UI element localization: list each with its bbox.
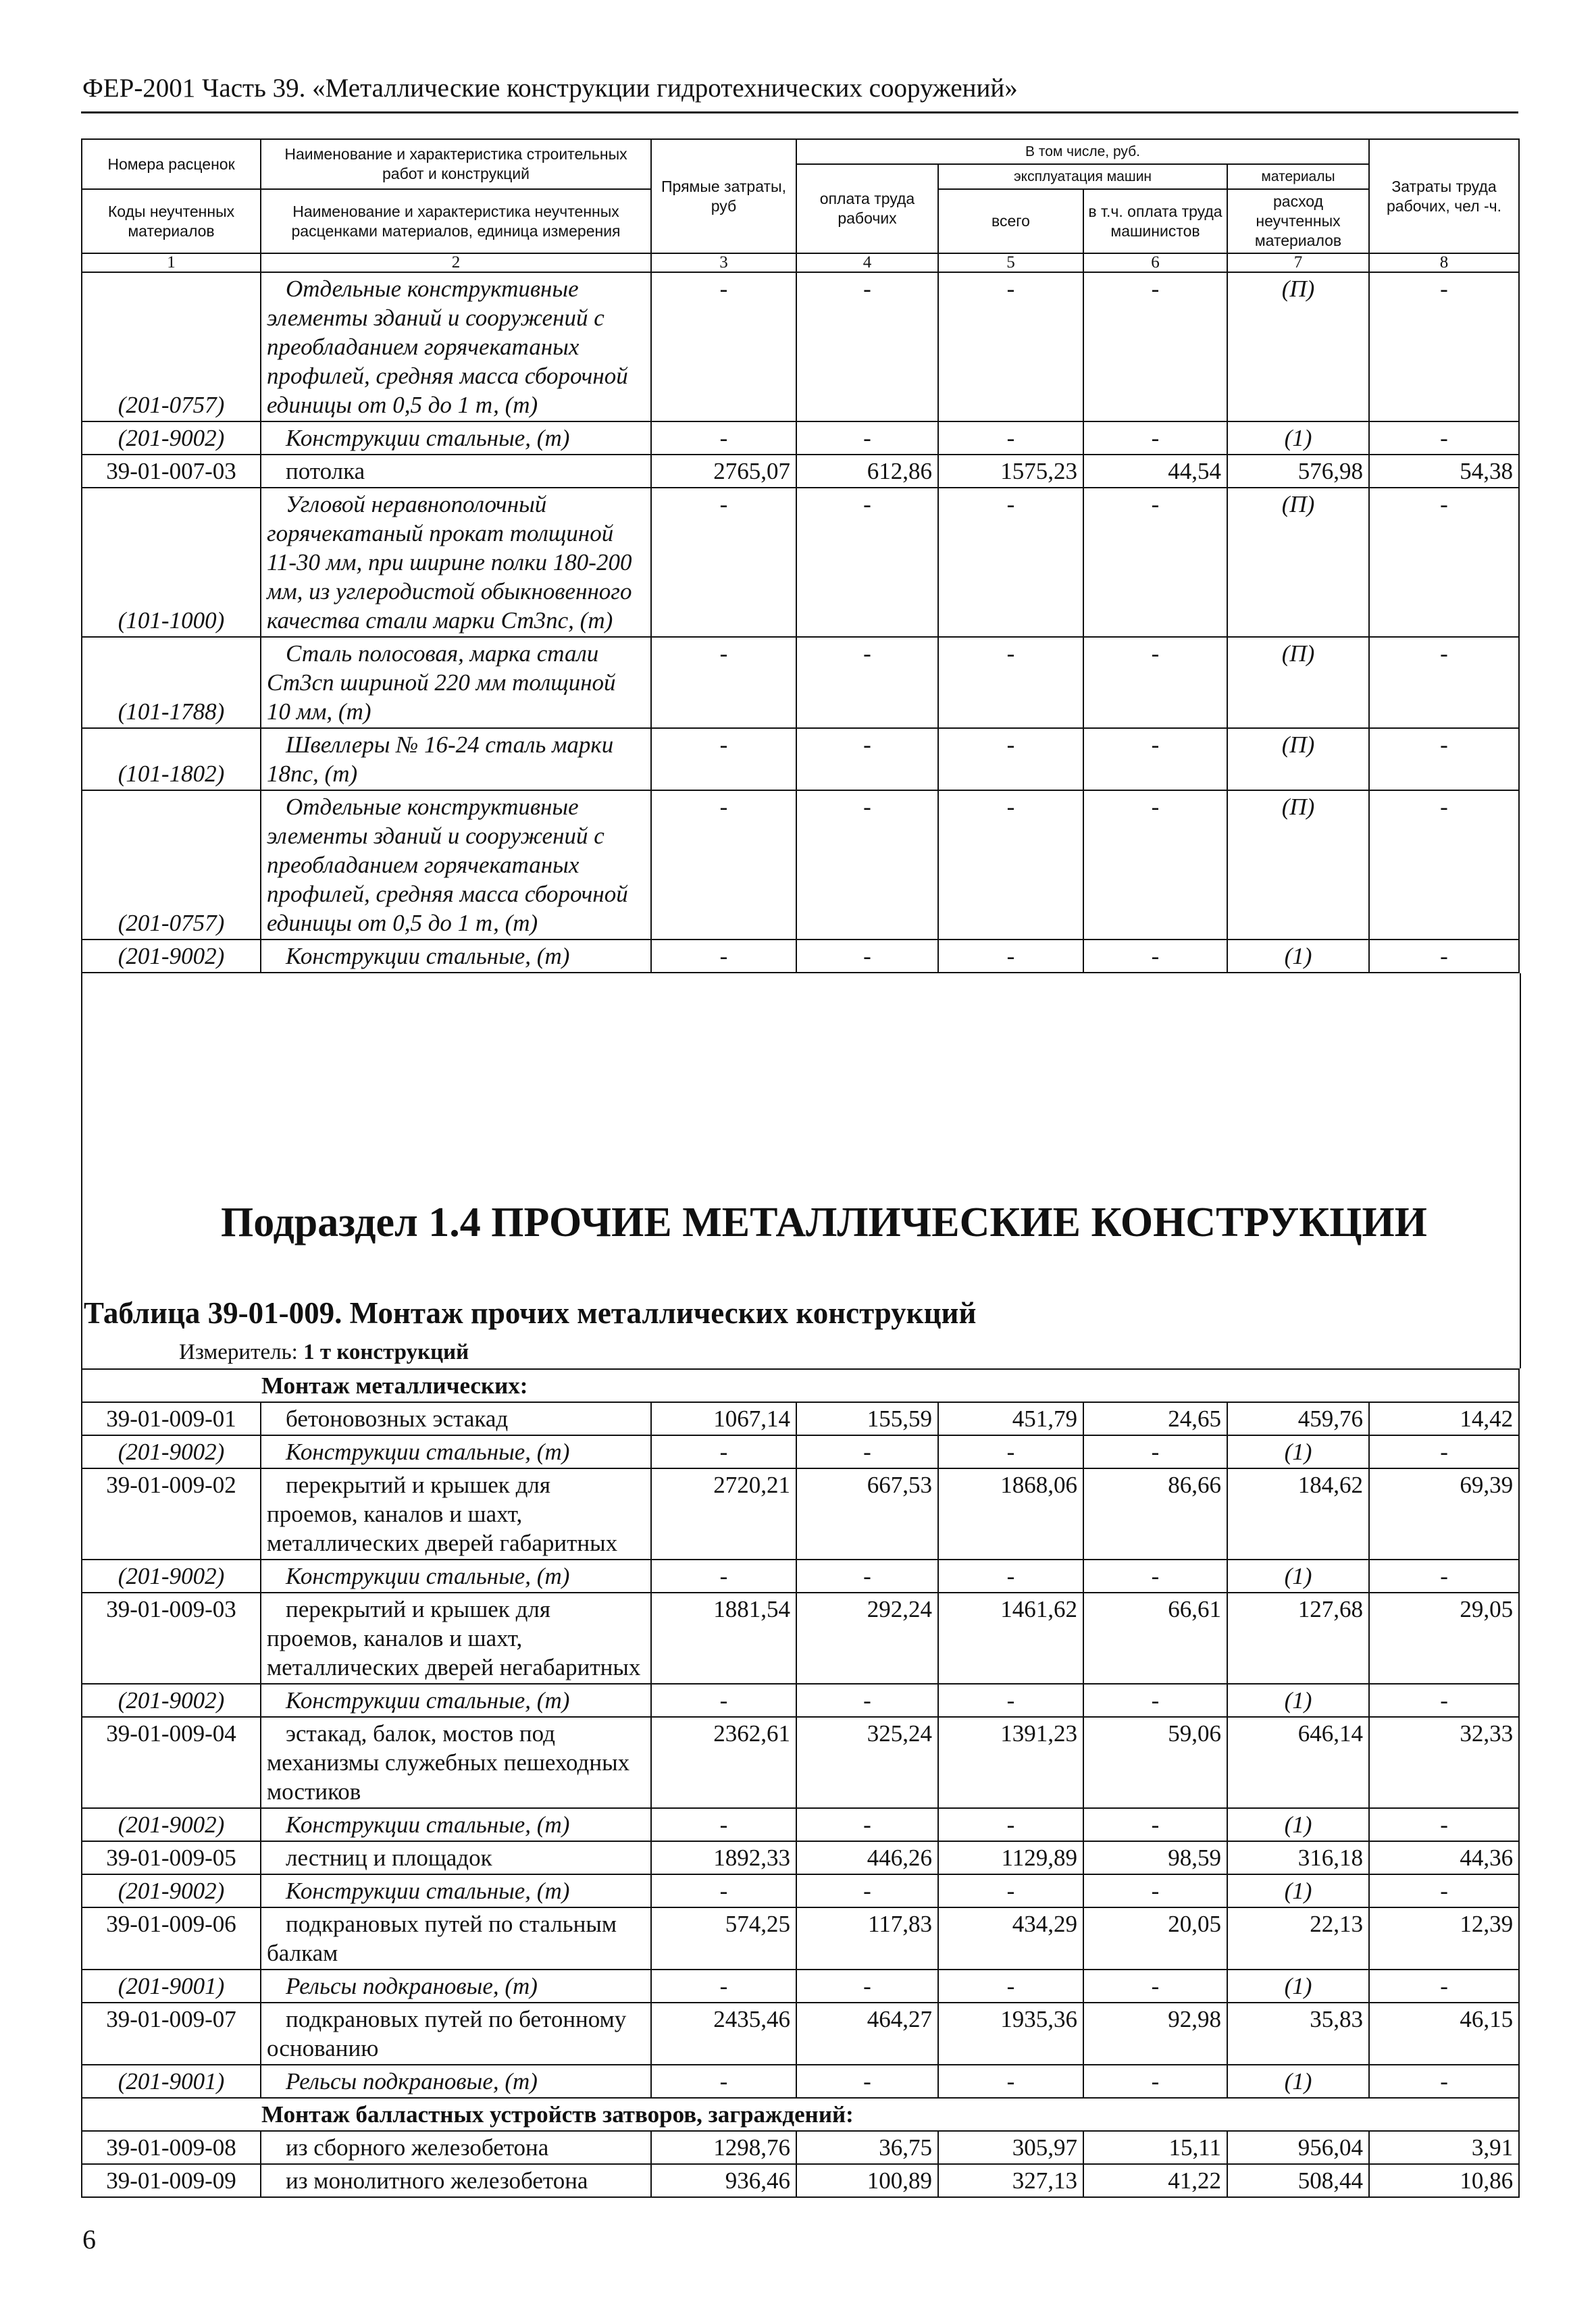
machines-total-cell: - <box>938 1874 1083 1907</box>
machines-total-cell: - <box>938 1684 1083 1717</box>
rate-row <box>82 1841 1519 1874</box>
direct-costs-cell: 574,25 <box>651 1907 796 1970</box>
col-header-wages: оплата труда рабочих <box>796 164 938 253</box>
material-row <box>82 940 1519 973</box>
wages-cell: 100,89 <box>796 2164 938 2197</box>
column-number: 1 <box>82 253 261 272</box>
material-code: (201-9002) <box>82 1684 261 1717</box>
machines-total-cell: - <box>938 1435 1083 1468</box>
material-name: Швеллеры № 16-24 сталь марки 18пс, (т) <box>261 728 651 790</box>
direct-costs-cell: 1881,54 <box>651 1593 796 1684</box>
rate-code: 39-01-009-03 <box>82 1593 261 1684</box>
machinist-wages-cell: - <box>1083 1560 1227 1593</box>
wages-cell: - <box>796 1435 938 1468</box>
rate-row <box>82 1717 1519 1808</box>
direct-costs-cell: - <box>651 1560 796 1593</box>
wages-cell: - <box>796 1808 938 1841</box>
direct-costs-cell: 2435,46 <box>651 2003 796 2065</box>
labor-cell: - <box>1369 1560 1519 1593</box>
col-header-name-materials: Наименование и характеристика неучтенных расценками материалов, единица измерения <box>261 189 651 253</box>
machinist-wages-cell: - <box>1083 421 1227 455</box>
machines-total-cell: - <box>938 421 1083 455</box>
material-row <box>82 1808 1519 1841</box>
labor-cell: - <box>1369 1684 1519 1717</box>
direct-costs-cell: 1067,14 <box>651 1402 796 1435</box>
machines-total-cell: - <box>938 790 1083 940</box>
wages-cell: 36,75 <box>796 2131 938 2164</box>
labor-cell: 12,39 <box>1369 1907 1519 1970</box>
meter-label: Измеритель: <box>179 1340 304 1364</box>
direct-costs-cell: - <box>651 790 796 940</box>
labor-cell: - <box>1369 421 1519 455</box>
group-heading: Монтаж металлических: <box>82 1369 1519 1402</box>
work-description: перекрытий и крышек для проемов, каналов и шахт, металлических дверей габаритных <box>261 1468 651 1560</box>
direct-costs-cell: 2362,61 <box>651 1717 796 1808</box>
machines-total-cell: - <box>938 1970 1083 2003</box>
machines-total-cell: - <box>938 940 1083 973</box>
direct-costs-cell: - <box>651 1874 796 1907</box>
material-code: (101-1000) <box>82 488 261 637</box>
materials-cell: (1) <box>1227 2065 1369 2098</box>
page-header: ФЕР-2001 Часть 39. «Металлические конструкции гидротехнических сооружений» <box>82 74 1018 103</box>
rate-code: 39-01-009-04 <box>82 1717 261 1808</box>
work-description: перекрытий и крышек для проемов, каналов и шахт, металлических дверей негабаритных <box>261 1593 651 1684</box>
meter-value: 1 т конструкций <box>303 1340 469 1364</box>
direct-costs-cell: - <box>651 637 796 728</box>
col-header-name: Наименование и характеристика строительных работ и конструкций <box>261 139 651 189</box>
machinist-wages-cell: 59,06 <box>1083 1717 1227 1808</box>
page-number: 6 <box>82 2224 96 2255</box>
direct-costs-cell: - <box>651 1808 796 1841</box>
materials-cell: 184,62 <box>1227 1468 1369 1560</box>
wages-cell: - <box>796 790 938 940</box>
materials-cell: 316,18 <box>1227 1841 1369 1874</box>
wages-cell: - <box>796 728 938 790</box>
labor-cell: - <box>1369 272 1519 421</box>
rates-table-continuation <box>81 138 1520 973</box>
wages-cell: 292,24 <box>796 1593 938 1684</box>
material-code: (101-1788) <box>82 637 261 728</box>
section-title: Подраздел 1.4 ПРОЧИЕ МЕТАЛЛИЧЕСКИЕ КОНСТРУКЦИИ <box>221 1200 1427 1245</box>
col-header-direct-costs: Прямые затраты, руб <box>651 139 796 253</box>
column-number: 2 <box>261 253 651 272</box>
wages-cell: 612,86 <box>796 455 938 488</box>
material-name: Отдельные конструктивные элементы зданий и сооружений с преобладанием горячекатаных профилей, средняя масса сборочной единицы от 0,5 до 1 т, (т) <box>261 272 651 421</box>
work-description: потолка <box>261 455 651 488</box>
machines-total-cell: 1868,06 <box>938 1468 1083 1560</box>
machinist-wages-cell: - <box>1083 488 1227 637</box>
materials-cell: (1) <box>1227 1808 1369 1841</box>
rate-code: 39-01-009-02 <box>82 1468 261 1560</box>
col-header-material-use: расход неучтенных материалов <box>1227 189 1369 253</box>
direct-costs-cell: 1298,76 <box>651 2131 796 2164</box>
materials-cell: (1) <box>1227 1874 1369 1907</box>
rate-code: 39-01-007-03 <box>82 455 261 488</box>
labor-cell: - <box>1369 488 1519 637</box>
machinist-wages-cell: - <box>1083 790 1227 940</box>
material-name: Конструкции стальные, (т) <box>261 421 651 455</box>
rate-row <box>82 455 1519 488</box>
labor-cell: 69,39 <box>1369 1468 1519 1560</box>
header-rule <box>81 111 1518 113</box>
materials-cell: (П) <box>1227 272 1369 421</box>
wages-cell: - <box>796 1874 938 1907</box>
machines-total-cell: - <box>938 728 1083 790</box>
column-number: 7 <box>1227 253 1369 272</box>
material-code: (201-9002) <box>82 1560 261 1593</box>
materials-cell: (1) <box>1227 1435 1369 1468</box>
rate-row <box>82 2131 1519 2164</box>
material-name: Конструкции стальные, (т) <box>261 1874 651 1907</box>
labor-cell: 29,05 <box>1369 1593 1519 1684</box>
labor-cell: 46,15 <box>1369 2003 1519 2065</box>
material-name: Сталь полосовая, марка стали Ст3сп шириной 220 мм толщиной 10 мм, (т) <box>261 637 651 728</box>
machinist-wages-cell: 86,66 <box>1083 1468 1227 1560</box>
rate-row <box>82 2003 1519 2065</box>
machinist-wages-cell: - <box>1083 1435 1227 1468</box>
machines-total-cell: 1935,36 <box>938 2003 1083 2065</box>
wages-cell: - <box>796 637 938 728</box>
wages-cell: 155,59 <box>796 1402 938 1435</box>
wages-cell: 446,26 <box>796 1841 938 1874</box>
work-description: из монолитного железобетона <box>261 2164 651 2197</box>
material-name: Рельсы подкрановые, (т) <box>261 2065 651 2098</box>
labor-cell: - <box>1369 2065 1519 2098</box>
column-number: 8 <box>1369 253 1519 272</box>
wages-cell: 464,27 <box>796 2003 938 2065</box>
col-header-codes: Коды неучтенных материалов <box>82 189 261 253</box>
rate-code: 39-01-009-05 <box>82 1841 261 1874</box>
machines-total-cell: - <box>938 1808 1083 1841</box>
wages-cell: - <box>796 1684 938 1717</box>
labor-cell: - <box>1369 1435 1519 1468</box>
material-row <box>82 488 1519 637</box>
machinist-wages-cell: - <box>1083 1874 1227 1907</box>
labor-cell: - <box>1369 1970 1519 2003</box>
materials-cell: (П) <box>1227 488 1369 637</box>
column-number: 3 <box>651 253 796 272</box>
wages-cell: 117,83 <box>796 1907 938 1970</box>
wages-cell: 667,53 <box>796 1468 938 1560</box>
direct-costs-cell: - <box>651 488 796 637</box>
direct-costs-cell: - <box>651 272 796 421</box>
rate-row <box>82 2164 1519 2197</box>
wages-cell: - <box>796 488 938 637</box>
material-row <box>82 790 1519 940</box>
machinist-wages-cell: - <box>1083 637 1227 728</box>
material-code: (201-9002) <box>82 1435 261 1468</box>
material-code: (201-0757) <box>82 272 261 421</box>
labor-cell: 3,91 <box>1369 2131 1519 2164</box>
rate-code: 39-01-009-06 <box>82 1907 261 1970</box>
direct-costs-cell: 2720,21 <box>651 1468 796 1560</box>
column-number-row <box>82 253 1519 272</box>
material-code: (201-9002) <box>82 1874 261 1907</box>
direct-costs-cell: - <box>651 940 796 973</box>
direct-costs-cell: 1892,33 <box>651 1841 796 1874</box>
machinist-wages-cell: - <box>1083 1684 1227 1717</box>
machinist-wages-cell: - <box>1083 728 1227 790</box>
material-row <box>82 728 1519 790</box>
column-number: 6 <box>1083 253 1227 272</box>
labor-cell: - <box>1369 728 1519 790</box>
materials-cell: (1) <box>1227 1970 1369 2003</box>
machines-total-cell: - <box>938 488 1083 637</box>
wages-cell: 325,24 <box>796 1717 938 1808</box>
direct-costs-cell: - <box>651 1684 796 1717</box>
column-number: 4 <box>796 253 938 272</box>
group-heading-row <box>82 2098 1519 2131</box>
machinist-wages-cell: 24,65 <box>1083 1402 1227 1435</box>
material-name: Конструкции стальные, (т) <box>261 1435 651 1468</box>
material-code: (201-0757) <box>82 790 261 940</box>
machinist-wages-cell: 98,59 <box>1083 1841 1227 1874</box>
materials-cell: (1) <box>1227 940 1369 973</box>
machines-total-cell: - <box>938 637 1083 728</box>
direct-costs-cell: - <box>651 1970 796 2003</box>
labor-cell: - <box>1369 637 1519 728</box>
wages-cell: - <box>796 421 938 455</box>
material-name: Конструкции стальные, (т) <box>261 1560 651 1593</box>
material-row <box>82 2065 1519 2098</box>
group-heading: Монтаж балластных устройств затворов, заграждений: <box>82 2098 1519 2131</box>
machines-total-cell: - <box>938 272 1083 421</box>
labor-cell: - <box>1369 940 1519 973</box>
rate-code: 39-01-009-08 <box>82 2131 261 2164</box>
rate-row <box>82 1593 1519 1684</box>
materials-cell: (П) <box>1227 790 1369 940</box>
machinist-wages-cell: - <box>1083 1970 1227 2003</box>
col-header-rate-no: Номера расценок <box>82 139 261 189</box>
materials-cell: (П) <box>1227 637 1369 728</box>
machines-total-cell: 1391,23 <box>938 1717 1083 1808</box>
work-description: из сборного железобетона <box>261 2131 651 2164</box>
labor-cell: - <box>1369 790 1519 940</box>
machines-total-cell: 1575,23 <box>938 455 1083 488</box>
col-header-machines-total: всего <box>938 189 1083 253</box>
material-row <box>82 421 1519 455</box>
direct-costs-cell: - <box>651 2065 796 2098</box>
machines-total-cell: 451,79 <box>938 1402 1083 1435</box>
machines-total-cell: 1129,89 <box>938 1841 1083 1874</box>
col-header-including: В том числе, руб. <box>796 139 1369 164</box>
machinist-wages-cell: 44,54 <box>1083 455 1227 488</box>
machines-total-cell: 434,29 <box>938 1907 1083 1970</box>
wages-cell: - <box>796 940 938 973</box>
wages-cell: - <box>796 272 938 421</box>
material-row <box>82 1435 1519 1468</box>
rate-code: 39-01-009-01 <box>82 1402 261 1435</box>
labor-cell: 32,33 <box>1369 1717 1519 1808</box>
direct-costs-cell: - <box>651 728 796 790</box>
labor-cell: 10,86 <box>1369 2164 1519 2197</box>
labor-cell: 14,42 <box>1369 1402 1519 1435</box>
material-name: Конструкции стальные, (т) <box>261 1684 651 1717</box>
materials-cell: 576,98 <box>1227 455 1369 488</box>
machines-total-cell: - <box>938 1560 1083 1593</box>
materials-cell: (П) <box>1227 728 1369 790</box>
material-row <box>82 1684 1519 1717</box>
material-row <box>82 272 1519 421</box>
machinist-wages-cell: - <box>1083 2065 1227 2098</box>
work-description: эстакад, балок, мостов под механизмы служебных пешеходных мостиков <box>261 1717 651 1808</box>
materials-cell: (1) <box>1227 421 1369 455</box>
rate-row <box>82 1468 1519 1560</box>
machines-total-cell: 305,97 <box>938 2131 1083 2164</box>
col-header-labor: Затраты труда рабочих, чел -ч. <box>1369 139 1519 253</box>
material-name: Конструкции стальные, (т) <box>261 1808 651 1841</box>
machines-total-cell: 1461,62 <box>938 1593 1083 1684</box>
material-name: Рельсы подкрановые, (т) <box>261 1970 651 2003</box>
material-row <box>82 637 1519 728</box>
direct-costs-cell: 936,46 <box>651 2164 796 2197</box>
wages-cell: - <box>796 1560 938 1593</box>
rates-table-39-01-009 <box>81 1368 1520 2198</box>
material-row <box>82 1560 1519 1593</box>
machinist-wages-cell: - <box>1083 272 1227 421</box>
machinist-wages-cell: 66,61 <box>1083 1593 1227 1684</box>
labor-cell: 54,38 <box>1369 455 1519 488</box>
rate-row <box>82 1907 1519 1970</box>
rate-row <box>82 1402 1519 1435</box>
materials-cell: 956,04 <box>1227 2131 1369 2164</box>
group-heading-row <box>82 1369 1519 1402</box>
machinist-wages-cell: - <box>1083 1808 1227 1841</box>
material-code: (201-9002) <box>82 1808 261 1841</box>
material-code: (201-9002) <box>82 940 261 973</box>
material-name: Конструкции стальные, (т) <box>261 940 651 973</box>
material-row <box>82 1874 1519 1907</box>
meter-line <box>179 1340 469 1365</box>
materials-cell: 508,44 <box>1227 2164 1369 2197</box>
labor-cell: 44,36 <box>1369 1841 1519 1874</box>
materials-cell: 646,14 <box>1227 1717 1369 1808</box>
materials-cell: 35,83 <box>1227 2003 1369 2065</box>
machines-total-cell: 327,13 <box>938 2164 1083 2197</box>
work-description: подкрановых путей по бетонному основанию <box>261 2003 651 2065</box>
material-name: Отдельные конструктивные элементы зданий и сооружений с преобладанием горячекатаных профилей, средняя масса сборочной единицы от 0,5 до 1 т, (т) <box>261 790 651 940</box>
labor-cell: - <box>1369 1874 1519 1907</box>
material-code: (201-9001) <box>82 1970 261 2003</box>
direct-costs-cell: 2765,07 <box>651 455 796 488</box>
material-row <box>82 1970 1519 2003</box>
wages-cell: - <box>796 1970 938 2003</box>
material-code: (201-9002) <box>82 421 261 455</box>
material-code: (201-9001) <box>82 2065 261 2098</box>
col-header-machines: эксплуатация машин <box>938 164 1227 189</box>
machines-total-cell: - <box>938 2065 1083 2098</box>
col-header-machinist-wages: в т.ч. оплата труда машинистов <box>1083 189 1227 253</box>
materials-cell: 22,13 <box>1227 1907 1369 1970</box>
labor-cell: - <box>1369 1808 1519 1841</box>
col-header-materials: материалы <box>1227 164 1369 189</box>
materials-cell: (1) <box>1227 1560 1369 1593</box>
machinist-wages-cell: 41,22 <box>1083 2164 1227 2197</box>
rate-code: 39-01-009-07 <box>82 2003 261 2065</box>
material-name: Угловой неравнополочный горячекатаный прокат толщиной 11-30 мм, при ширине полки 180-200 мм, из углеродистой обыкновенного качества стали марки Ст3пс, (т) <box>261 488 651 637</box>
materials-cell: 459,76 <box>1227 1402 1369 1435</box>
machinist-wages-cell: - <box>1083 940 1227 973</box>
rate-code: 39-01-009-09 <box>82 2164 261 2197</box>
column-number: 5 <box>938 253 1083 272</box>
table-title: Таблица 39-01-009. Монтаж прочих металлических конструкций <box>84 1296 977 1330</box>
machinist-wages-cell: 20,05 <box>1083 1907 1227 1970</box>
machinist-wages-cell: 15,11 <box>1083 2131 1227 2164</box>
work-description: лестниц и площадок <box>261 1841 651 1874</box>
wages-cell: - <box>796 2065 938 2098</box>
materials-cell: 127,68 <box>1227 1593 1369 1684</box>
work-description: бетоновозных эстакад <box>261 1402 651 1435</box>
section-gap <box>81 973 1521 1336</box>
material-code: (101-1802) <box>82 728 261 790</box>
materials-cell: (1) <box>1227 1684 1369 1717</box>
machinist-wages-cell: 92,98 <box>1083 2003 1227 2065</box>
work-description: подкрановых путей по стальным балкам <box>261 1907 651 1970</box>
direct-costs-cell: - <box>651 421 796 455</box>
direct-costs-cell: - <box>651 1435 796 1468</box>
